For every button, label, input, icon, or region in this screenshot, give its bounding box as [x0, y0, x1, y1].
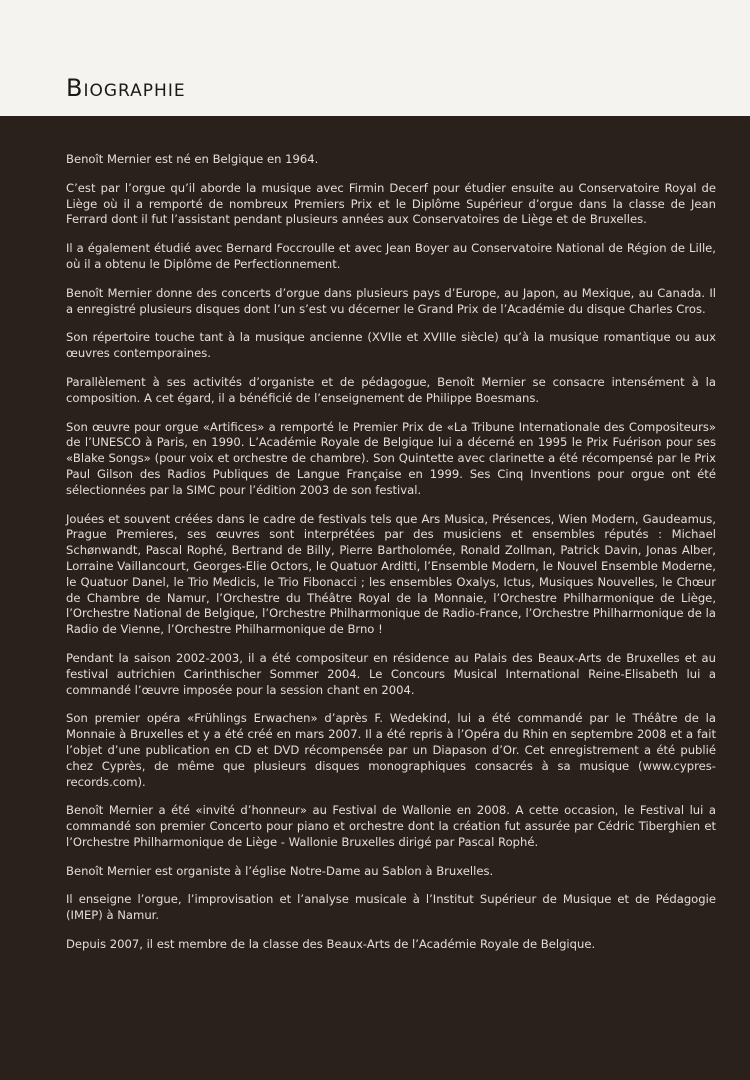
paragraph: Son répertoire touche tant à la musique ancienne (XVIIe et XVIIIe siècle) qu’à la musique romantique ou aux œuvres contemporaines.: [66, 330, 716, 361]
paragraph: Benoît Mernier donne des concerts d’orgue dans plusieurs pays d’Europe, au Japon, au Mexique, au Canada. Il a enregistré plusieurs disques dont l’un s’est vu décerner le Grand Prix de l’Académie du disque Charles Cros.: [66, 285, 716, 316]
paragraph: Pendant la saison 2002-2003, il a été compositeur en résidence au Palais des Beaux-Arts de Bruxelles et au festival autrichien Carinthischer Sommer 2004. Le Concours Musical International Reine-Elisabeth lui a commandé l’œuvre imposée pour la session chant en 2004.: [66, 650, 716, 697]
paragraph: Depuis 2007, il est membre de la classe des Beaux-Arts de l’Académie Royale de Belgique.: [66, 937, 596, 952]
paragraph: Benoît Mernier a été «invité d’honneur» au Festival de Wallonie en 2008. A cette occasion, le Festival lui a commandé son premier Concerto pour piano et orchestre dont la création fut assurée par Cédric Tiberghien et l’Orchestre Philharmonique de Liège - Wallonie Bruxelles dirigé par Pascal Rophé.: [66, 803, 716, 849]
paragraph: Benoît Mernier est né en Belgique en 1964.: [66, 152, 319, 166]
paragraph: Son œuvre pour orgue «Artifices» a remporté le Premier Prix de «La Tribune Internationale des Compositeurs» de l’UNESCO à Paris, en 1990. L’Académie Royale de Belgique lui a décerné en 1995 le Prix Fuérison pour ses «Blake Songs» (pour voix et orchestre de chambre). Son Quintette avec clarinette a été récompensé par le Prix Paul Gilson des Radios Publiques de Langue Française en 1999. Ses Cinq Inventions pour orgue ont été sélectionnées par la SIMC pour l’édition 2003 de son festival.: [66, 419, 716, 497]
paragraph: Benoît Mernier est organiste à l’église Notre-Dame au Sablon à Bruxelles.: [66, 863, 494, 878]
header: [0, 0, 750, 116]
paragraph: C’est par l’orgue qu’il aborde la musique avec Firmin Decerf pour étudier ensuite au Conservatoire Royal de Liège où il a remporté de nombreux Premiers Prix et le Diplôme Supérieur d’orgue dans la classe de Jean Ferrard dont il fut l’assistant pendant plusieurs années aux Conservatoires de Liège et de Bruxelles.: [66, 180, 716, 227]
paragraph: Parallèlement à ses activités d’organiste et de pédagogue, Benoît Mernier se consacre intensément à la composition. A cet égard, il a bénéficié de l’enseignement de Philippe Boesmans.: [66, 374, 716, 405]
paragraph: Il enseigne l’orgue, l’improvisation et l’analyse musicale à l’Institut Supérieur de Musique et de Pédagogie (IMEP) à Namur.: [66, 892, 716, 923]
paragraph: Il a également étudié avec Bernard Foccroulle et avec Jean Boyer au Conservatoire National de Région de Lille, où il a obtenu le Diplôme de Perfectionnement.: [66, 241, 716, 271]
paragraph: Son premier opéra «Frühlings Erwachen» d’après F. Wedekind, lui a été commandé par le Théâtre de la Monnaie à Bruxelles et y a été créé en mars 2007. Il a été repris à l’Opéra du Rhin en septembre 2008 et a fait l’objet d’une publication en CD et DVD récompensée par un Diapason d’Or. Cet enregistrement a été publié chez Cyprès, de même que plusieurs disques monographiques consacrés à sa musique (www.cypres-records.com).: [66, 711, 716, 789]
biography-text: [66, 152, 716, 966]
paragraph: Jouées et souvent créées dans le cadre de festivals tels que Ars Musica, Présences, Wien Modern, Gaudeamus, Prague Premieres, ses œuvres sont interprétées par des musiciens et ensembles réputés : Michael Schønwandt, Pascal Rophé, Bertrand de Billy, Pierre Bartholomée, Ronald Zollman, Patrick Davin, Jonas Alber, Lorraine Vaillancourt, Georges-Elie Octors, le Quatuor Arditti, l’Ensemble Modern, le Nouvel Ensemble Moderne, le Quatuor Danel, le Trio Medicis, le Trio Fibonacci ; les ensembles Oxalys, Ictus, Musiques Nouvelles, le Chœur de Chambre de Namur, l’Orchestre du Théâtre Royal de la Monnaie, l’Orchestre Philharmonique de Liège, l’Orchestre National de Belgique, l’Orchestre Philharmonique de Radio-France, l’Orchestre Philharmonique de la Radio de Vienne, l’Orchestre Philharmonique de Brno !: [66, 511, 716, 637]
page-title: Biographie: [66, 74, 186, 102]
